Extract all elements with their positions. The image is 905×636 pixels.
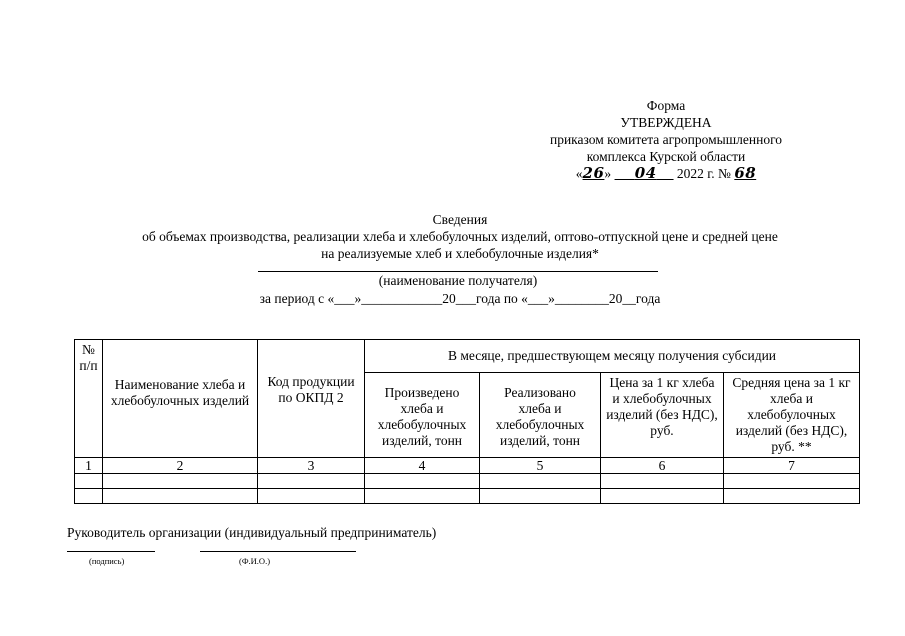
column-number: 1 (75, 458, 103, 474)
period-line: за период с «___»____________20___года по «___»________20__года (259, 291, 661, 306)
form-label: Форма (646, 98, 686, 113)
table-cell (103, 474, 258, 489)
recipient-caption: (наименование получателя) (378, 273, 538, 288)
col-produced-header: Произведено хлеба и хлебобулочных изделий, тонн (365, 373, 480, 458)
approval-month: 04 (634, 164, 657, 182)
group-header: В месяце, предшествующем месяцу получения субсидии (365, 340, 860, 373)
approval-number: 68 (734, 164, 757, 182)
table-cell (75, 489, 103, 504)
table-cell (480, 489, 601, 504)
col-avg-price-header: Средняя цена за 1 кг хлеба и хлебобулочных изделий (без НДС), руб. ** (724, 373, 860, 458)
column-number: 4 (365, 458, 480, 474)
signature-line (67, 551, 155, 552)
table-cell (258, 489, 365, 504)
quote-close: » (604, 166, 612, 181)
column-number: 7 (724, 458, 860, 474)
column-number-row (75, 458, 860, 474)
table-cell (724, 489, 860, 504)
table-cell (601, 489, 724, 504)
title-line-2: об объемах производства, реализации хлеба и хлебобулочных изделий, оптово-отпускной цене и средней цене (142, 229, 778, 244)
column-number: 6 (601, 458, 724, 474)
col-name-header: Наименование хлеба и хлебобулочных изделий (103, 340, 258, 458)
approval-line-1: приказом комитета агропромышленного (549, 132, 783, 147)
table-row (75, 474, 860, 489)
recipient-line (258, 271, 658, 272)
table-cell (601, 474, 724, 489)
title-line-3: на реализуемые хлеб и хлебобулочные изделия* (321, 246, 599, 261)
approval-line-2: комплекса Курской области (586, 149, 746, 164)
col-price-header: Цена за 1 кг хлеба и хлебобулочных изделий (без НДС), руб. (601, 373, 724, 458)
fio-line (200, 551, 356, 552)
approval-day: 26 (582, 164, 605, 182)
table-cell (480, 474, 601, 489)
column-number: 3 (258, 458, 365, 474)
approved-label: УТВЕРЖДЕНА (620, 115, 712, 130)
header-row-1 (75, 340, 860, 373)
approval-year: 2022 г. № (676, 166, 731, 181)
document-title (60, 211, 860, 262)
table-cell (365, 474, 480, 489)
column-number: 5 (480, 458, 601, 474)
col-no-header: № п/п (75, 340, 103, 458)
table-cell (75, 474, 103, 489)
approval-date-line (520, 165, 812, 182)
table-cell (103, 489, 258, 504)
table-row (75, 489, 860, 504)
head-of-organization-label: Руководитель организации (индивидуальный предприниматель) (67, 525, 437, 540)
col-sold-header: Реализовано хлеба и хлебобулочных изделий, тонн (480, 373, 601, 458)
table-cell (365, 489, 480, 504)
signature-caption: (подпись) (89, 556, 125, 566)
title-line-1: Сведения (432, 212, 488, 227)
data-table (74, 339, 860, 504)
month-blank-right (657, 166, 674, 181)
table-cell (724, 474, 860, 489)
fio-caption: (Ф.И.О.) (239, 556, 271, 566)
approval-block (520, 97, 812, 182)
column-number: 2 (103, 458, 258, 474)
quote-open: « (575, 166, 583, 181)
col-code-header: Код продукции по ОКПД 2 (258, 340, 365, 458)
month-blank-left (615, 166, 635, 181)
table-cell (258, 474, 365, 489)
